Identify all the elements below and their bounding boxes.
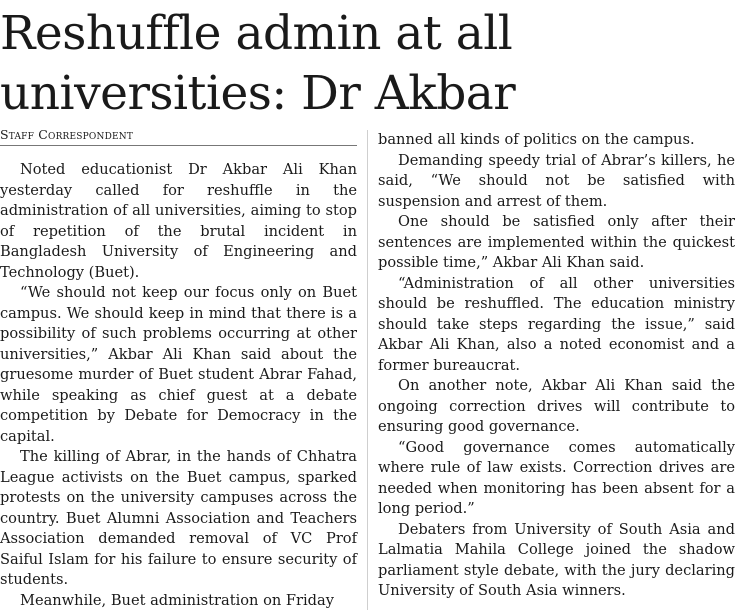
- paragraph: “Administration of all other universities should be reshuffled. The education ministry should take steps regarding the issue,” said Akbar Ali Khan, also a noted economist and a former bureaucrat.: [378, 274, 735, 374]
- paragraph: “We should not keep our focus only on Buet campus. We should keep in mind that there is a possibility of such problems occurring at other universities,” Akbar Ali Khan said about the gruesome murder of Buet student Abrar Fahad, while speaking as chief guest at a debate competition by Debate for Democracy in the capital.: [0, 284, 357, 445]
- paragraph: “Good governance comes automatically where rule of law exists. Correction drives are needed when monitoring has been absent for a long period.”: [378, 438, 735, 517]
- paragraph: Meanwhile, Buet administration on Friday: [20, 591, 334, 609]
- article-column-right: [378, 130, 735, 602]
- paragraph: Demanding speedy trial of Abrar’s killers, he said, “We should not be satisfied with suspension and arrest of them.: [378, 151, 735, 210]
- paragraph: banned all kinds of politics on the campus.: [378, 131, 695, 148]
- paragraph: Debaters from University of South Asia and Lalmatia Mahila College joined the shadow parliament style debate, with the jury declaring University of South Asia winners.: [378, 520, 735, 599]
- column-divider: [367, 130, 368, 610]
- paragraph: The killing of Abrar, in the hands of Chhatra League activists on the Buet campus, sparked protests on the university campuses across the country. Buet Alumni Association and Teachers Association demanded removal of VC Prof Saiful Islam for his failure to ensure security of students.: [0, 448, 357, 588]
- article-column-left: [0, 160, 357, 611]
- paragraph: On another note, Akbar Ali Khan said the ongoing correction drives will contribute to ensuring good governance.: [378, 377, 735, 435]
- byline: Staff Correspondent: [0, 128, 357, 146]
- headline: [0, 4, 751, 124]
- headline-line-1: Reshuffle admin at all: [0, 6, 513, 61]
- paragraph: Noted educationist Dr Akbar Ali Khan yesterday called for reshuffle in the administration of all universities, aiming to stop of repetition of the brutal incident in Bangladesh University of Engineering and Technology (Buet).: [0, 161, 357, 281]
- paragraph: One should be satisfied only after their sentences are implemented within the quickest possible time,” Akbar Ali Khan said.: [378, 213, 735, 271]
- headline-line-2: universities: Dr Akbar: [0, 66, 516, 121]
